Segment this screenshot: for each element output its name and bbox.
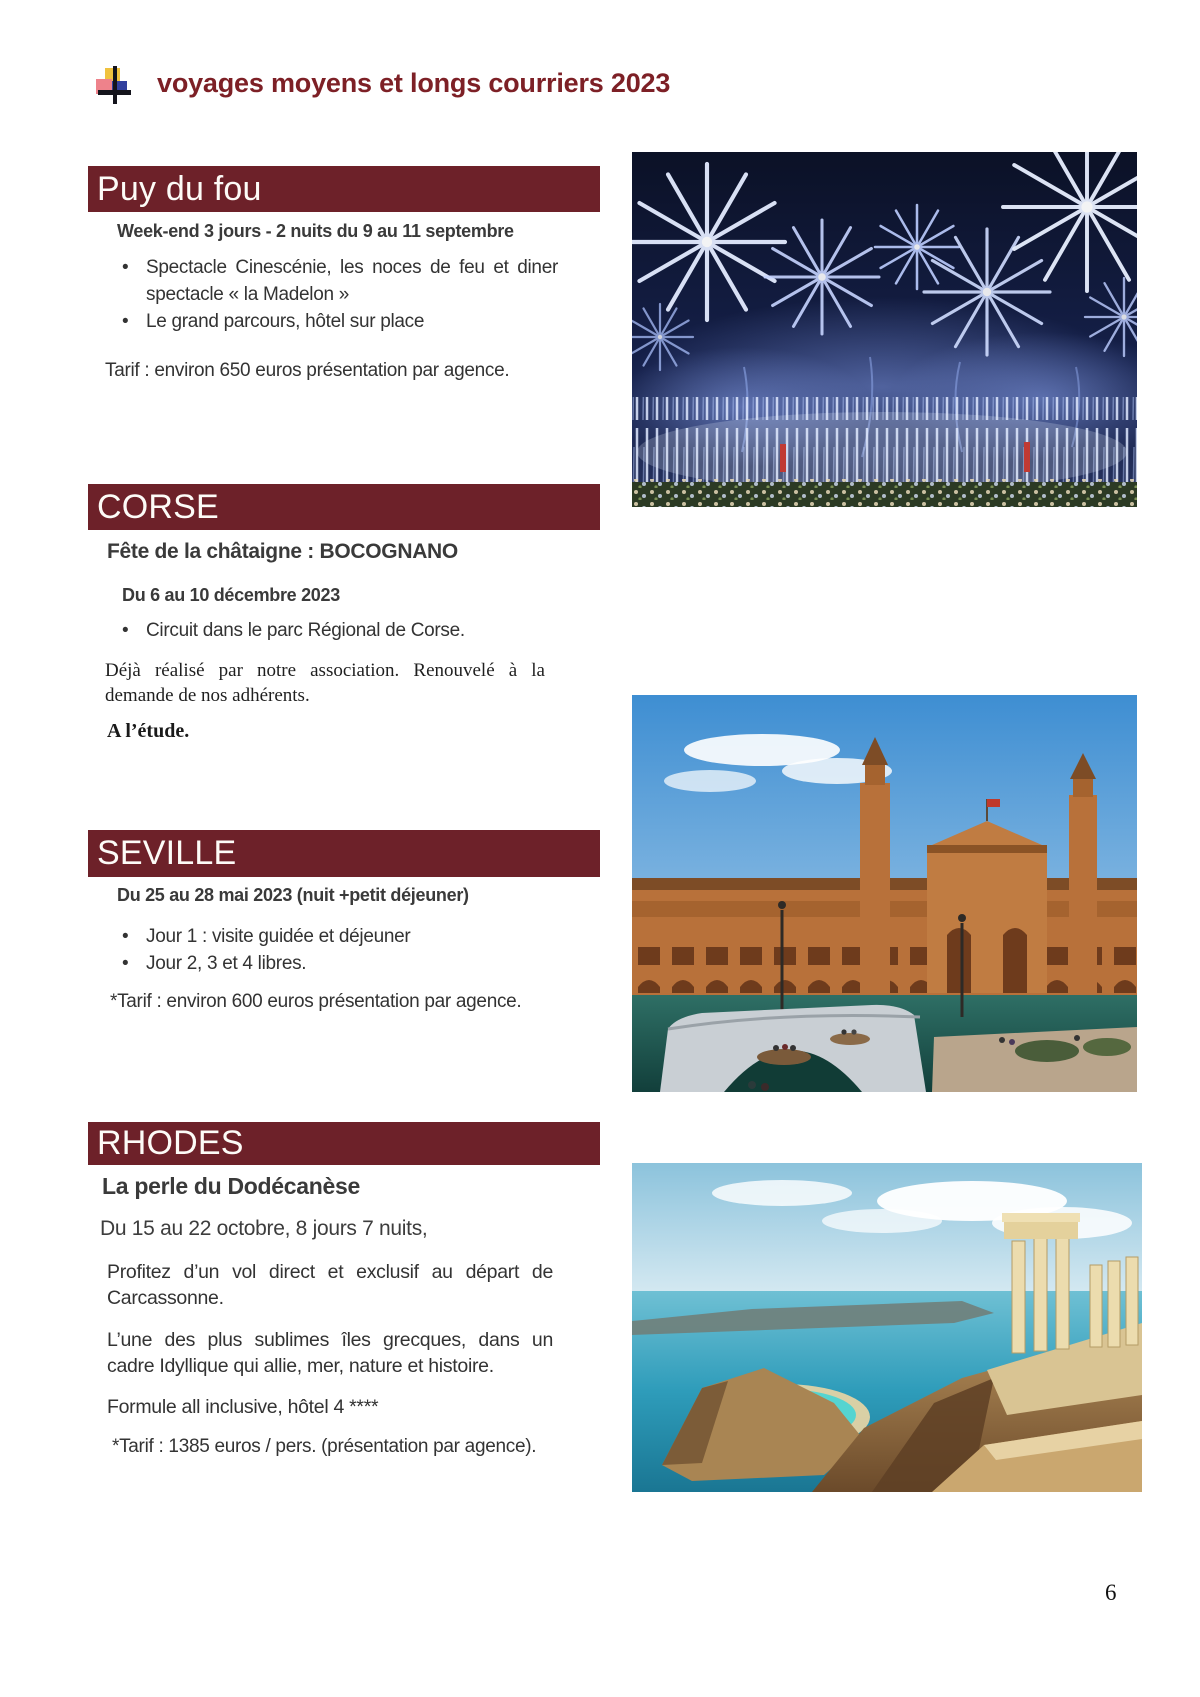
rhodes-paragraph: L’une des plus sublimes îles grecques, dans un cadre Idyllique qui allie, mer, nature et histoire.	[107, 1329, 553, 1377]
corse-note: Déjà réalisé par notre association. Renouvelé à la demande de nos adhérents.	[105, 660, 545, 706]
list-item: • Jour 2, 3 et 4 libres.	[118, 950, 558, 977]
seville-tarif: *Tarif : environ 600 euros présentation par agence.	[110, 991, 522, 1012]
page-title: voyages moyens et longs courriers 2023	[157, 68, 671, 98]
fireworks-photo	[632, 152, 1137, 507]
rhodes-date: Du 15 au 22 octobre, 8 jours 7 nuits,	[100, 1217, 428, 1240]
rhodes-paragraph: Formule all inclusive, hôtel 4 ****	[107, 1396, 379, 1418]
rhodes-tarif: *Tarif : 1385 euros / pers. (présentation par agence).	[112, 1436, 537, 1457]
logo-cross-vertical	[113, 66, 117, 104]
section-header-puy-du-fou: Puy du fou	[88, 166, 600, 212]
corse-status: A l’étude.	[107, 720, 190, 742]
list-item: • Spectacle Cinescénie, les noces de feu et diner spectacle « la Madelon »	[118, 254, 558, 308]
page-number: 6	[1105, 1580, 1117, 1605]
section-header-seville: SEVILLE	[88, 830, 600, 877]
list-item: • Circuit dans le parc Régional de Corse.	[118, 617, 558, 644]
section-header-rhodes: RHODES	[88, 1122, 600, 1165]
section-header-corse: CORSE	[88, 484, 600, 530]
rhodes-paragraph: Profitez d’un vol direct et exclusif au départ de Carcassonne.	[107, 1261, 553, 1309]
logo-cross-horizontal	[98, 90, 131, 95]
list-item: • Jour 1 : visite guidée et déjeuner	[118, 923, 558, 950]
puy-bullet-list	[118, 254, 558, 335]
seville-photo	[632, 695, 1137, 1092]
rhodes-heading: La perle du Dodécanèse	[102, 1173, 360, 1199]
seville-date: Du 25 au 28 mai 2023 (nuit +petit déjeuner)	[117, 885, 469, 905]
list-item: • Le grand parcours, hôtel sur place	[118, 308, 558, 335]
seville-bullet-list	[118, 923, 558, 977]
bullet-logo-icon	[95, 66, 137, 106]
rhodes-photo	[632, 1163, 1142, 1492]
corse-date: Du 6 au 10 décembre 2023	[122, 585, 340, 605]
corse-heading: Fête de la châtaigne : BOCOGNANO	[107, 540, 458, 563]
corse-bullet-list	[118, 617, 558, 644]
puy-tarif: Tarif : environ 650 euros présentation par agence.	[105, 360, 510, 381]
puy-subtitle: Week-end 3 jours - 2 nuits du 9 au 11 septembre	[117, 221, 514, 241]
